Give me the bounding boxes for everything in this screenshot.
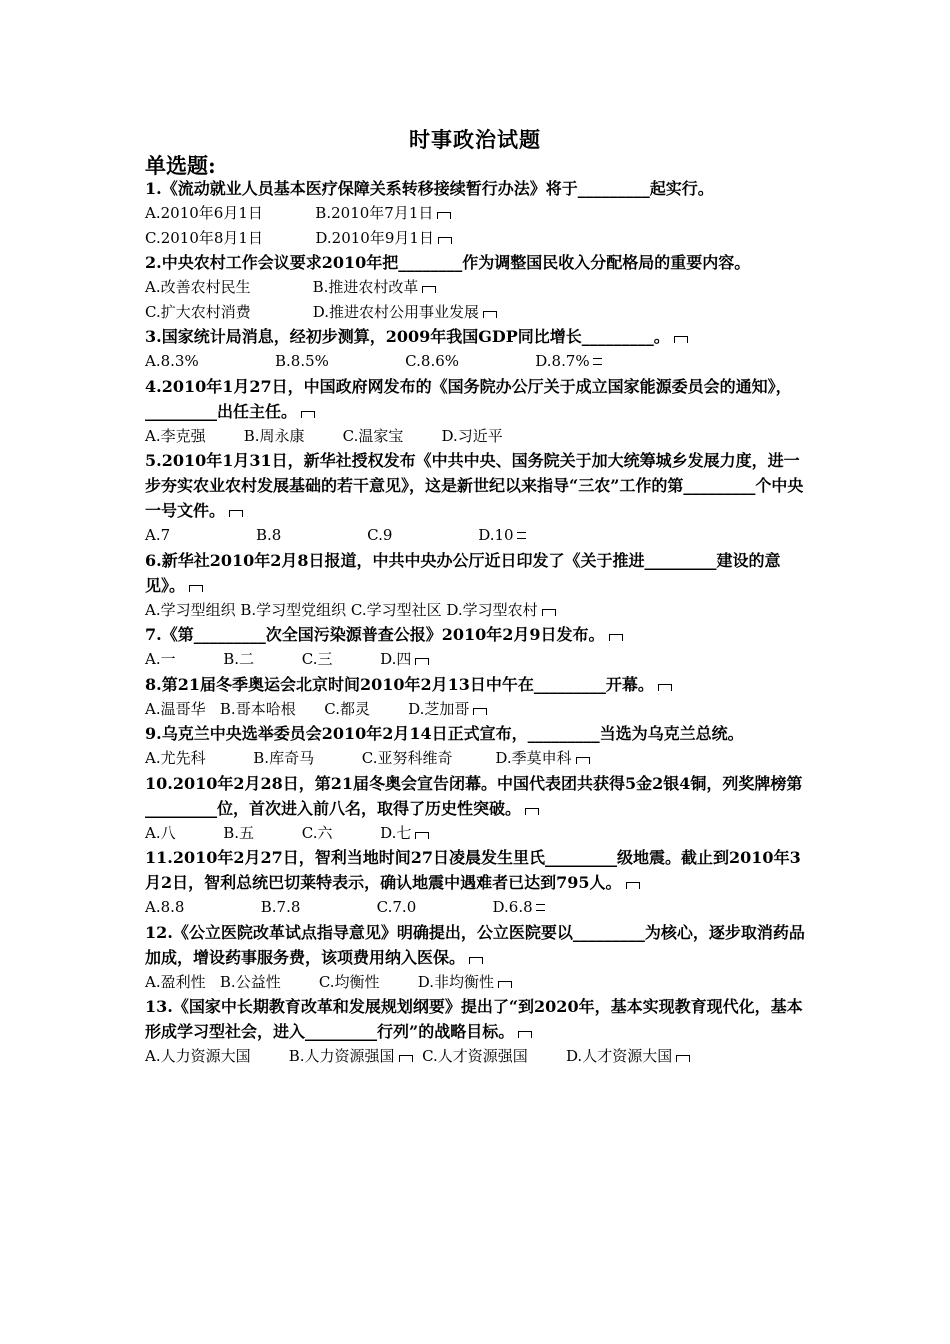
paragraph-mark-icon	[483, 311, 497, 318]
question-options: A.2010年6月1日 B.2010年7月1日	[145, 201, 810, 226]
question-stem: 6.新华社2010年2月8日报道，中共中央办公厅近日印发了《关于推进_________建设的意见》。	[145, 550, 781, 595]
question-options: A.一 B.二 C.三 D.四	[145, 647, 810, 672]
paragraph-mark-icon	[576, 757, 590, 764]
question-stem: 11.2010年2月27日，智利当地时间27日凌晨发生里氏_________级地震。截止到2010年3月2日，智利总统巴切莱特表示，确认地震中遇难者已达到795人。	[145, 848, 801, 892]
question-11	[145, 845, 810, 920]
question-options: C.2010年8月1日 D.2010年9月1日	[145, 226, 810, 251]
question-9	[145, 721, 810, 771]
question-options: A.温哥华 B.哥本哈根 C.都灵 D.芝加哥	[145, 697, 810, 722]
line-break-mark-icon	[517, 532, 526, 539]
question-4	[145, 374, 810, 449]
question-10	[145, 771, 810, 846]
question-stem: 8.第21届冬季奥运会北京时间2010年2月13日中午在_________开幕。	[145, 672, 810, 697]
paragraph-mark-icon	[399, 1055, 413, 1062]
question-stem: 9.乌克兰中央选举委员会2010年2月14日正式宣布，_________当选为乌克兰总统。	[145, 724, 744, 743]
paragraph-mark-icon	[438, 237, 452, 244]
question-3	[145, 324, 810, 374]
question-1	[145, 176, 810, 250]
question-options: C.扩大农村消费 D.推进农村公用事业发展	[145, 300, 810, 325]
paragraph-mark-icon	[415, 658, 429, 665]
question-7	[145, 622, 810, 672]
question-stem: 2.中央农村工作会议要求2010年把________作为调整国民收入分配格局的重要内容。	[145, 253, 751, 272]
question-options: A.改善农村民生 B.推进农村改革	[145, 275, 810, 300]
line-break-mark-icon	[536, 904, 545, 911]
question-13	[145, 994, 810, 1069]
question-stem: 10.2010年2月28日，第21届冬奥会宣告闭幕。中国代表团共获得5金2银4铜，列奖牌榜第_________位，首次进入前八名，取得了历史性突破。	[145, 773, 803, 818]
question-options: A.李克强 B.周永康 C.温家宝 D.习近平	[145, 426, 503, 445]
paragraph-mark-icon	[525, 808, 539, 815]
paragraph-mark-icon	[229, 510, 243, 517]
question-stem: 3.国家统计局消息，经初步测算，2009年我国GDP同比增长_________。	[145, 324, 810, 349]
paragraph-mark-icon	[542, 609, 556, 616]
question-options: A.八 B.五 C.六 D.七	[145, 821, 810, 846]
question-options: A.8.3% B.8.5% C.8.6% D.8.7%	[145, 349, 810, 374]
paragraph-mark-icon	[422, 286, 436, 293]
question-stem: 1.《流动就业人员基本医疗保障关系转移接续暂行办法》将于_________起实行。	[145, 179, 714, 198]
question-options: A.尤先科 B.库奇马 C.亚努科维奇 D.季莫申科	[145, 746, 810, 771]
question-options: A.7 B.8 C.9 D.10	[145, 523, 810, 548]
page-title: 时事政治试题	[409, 127, 541, 152]
paragraph-mark-icon	[674, 336, 688, 343]
question-5	[145, 448, 810, 548]
question-options: A.人力资源大国 B.人力资源强国 C.人才资源强国 D.人才资源大国	[145, 1044, 810, 1069]
paragraph-mark-icon	[518, 1031, 532, 1038]
question-stem: 12.《公立医院改革试点指导意见》明确提出，公立医院要以_________为核心，逐步取消药品加成，增设药事服务费，该项费用纳入医保。	[145, 922, 805, 967]
paragraph-mark-icon	[676, 1055, 690, 1062]
paragraph-mark-icon	[415, 832, 429, 839]
question-options: A.学习型组织 B.学习型党组织 C.学习型社区 D.学习型农村	[145, 598, 810, 623]
question-12	[145, 920, 810, 995]
paragraph-mark-icon	[473, 708, 487, 715]
question-2	[145, 250, 810, 324]
paragraph-mark-icon	[626, 882, 640, 889]
paragraph-mark-icon	[301, 411, 315, 418]
section-heading: 单选题:	[145, 153, 216, 178]
paragraph-mark-icon	[609, 634, 623, 641]
question-stem: 7.《第_________次全国污染源普查公报》2010年2月9日发布。	[145, 622, 810, 647]
paragraph-mark-icon	[658, 684, 672, 691]
paragraph-mark-icon	[437, 212, 451, 219]
question-stem: 13.《国家中长期教育改革和发展规划纲要》提出了“到2020年，基本实现教育现代化，基本形成学习型社会，进入_________行列”的战略目标。	[145, 997, 803, 1041]
question-options: A.8.8 B.7.8 C.7.0 D.6.8	[145, 895, 810, 920]
question-8	[145, 672, 810, 722]
question-6	[145, 548, 810, 623]
question-options: A.盈利性 B.公益性 C.均衡性 D.非均衡性	[145, 970, 810, 995]
paragraph-mark-icon	[189, 585, 203, 592]
line-break-mark-icon	[593, 358, 602, 365]
question-stem: 5.2010年1月31日，新华社授权发布《中共中央、国务院关于加大统筹城乡发展力度，进一步夯实农业农村发展基础的若干意见》，这是新世纪以来指导“三农”工作的第_________个中央一号文件。	[145, 451, 804, 520]
question-list	[145, 176, 810, 1069]
paragraph-mark-icon	[469, 957, 483, 964]
question-stem: 4.2010年1月27日，中国政府网发布的《国务院办公厅关于成立国家能源委员会的通知》，_________出任主任。	[145, 376, 792, 421]
paragraph-mark-icon	[498, 981, 512, 988]
